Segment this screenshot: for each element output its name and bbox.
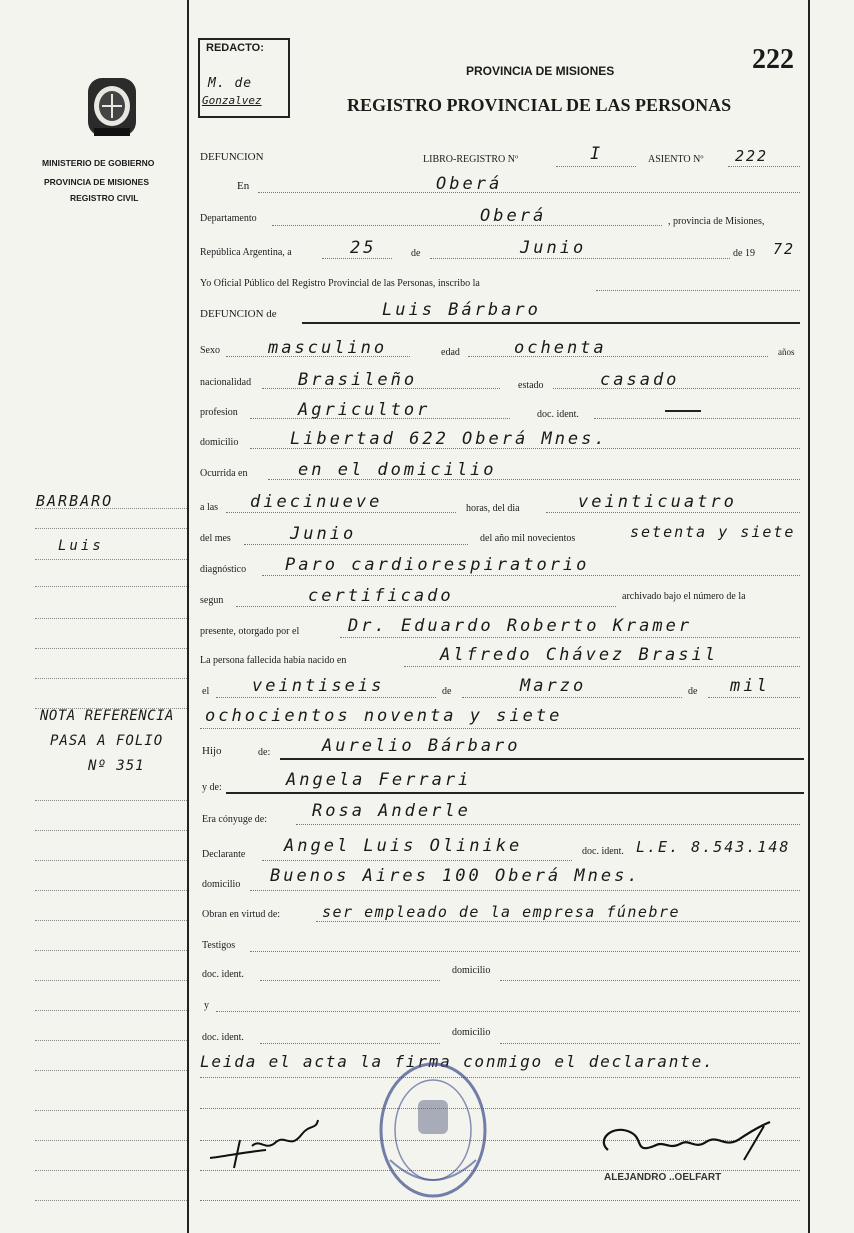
nac-dia-value: veintiseis (252, 676, 385, 696)
padre-value: Aurelio Bárbaro (322, 736, 521, 756)
defuncion-label: DEFUNCION (200, 151, 264, 163)
libro-label: LIBRO-REGISTRO Nº (423, 154, 519, 165)
profesion-label: profesion (200, 407, 238, 418)
asiento-label: ASIENTO Nº (648, 154, 704, 165)
redacto-label: REDACTO: (206, 42, 264, 54)
obran-value: ser empleado de la empresa fúnebre (322, 903, 681, 921)
domicilio-value: Libertad 622 Oberá Mnes. (290, 429, 608, 449)
provincia-label: , provincia de Misiones, (668, 216, 765, 227)
anio-label: de 19 (733, 248, 755, 259)
redacto-value-2: Gonzalvez (202, 94, 262, 107)
margin-nota-3: Nº 351 (88, 758, 145, 774)
hora-value: diecinueve (250, 492, 383, 512)
ministry-line-1: MINISTERIO DE GOBIERNO (42, 158, 155, 168)
testigos-label: Testigos (202, 940, 236, 951)
nac-de-label: de (442, 686, 452, 697)
libro-value: I (590, 144, 604, 164)
official-signature (594, 1120, 784, 1170)
declarante-label: Declarante (202, 849, 246, 860)
nac-mes-value: Marzo (520, 676, 587, 696)
official-seal-stamp (378, 1060, 488, 1200)
ocurrida-label: Ocurrida en (200, 468, 248, 479)
madre-value: Angela Ferrari (286, 770, 472, 790)
nac-de2-label: de (688, 686, 698, 697)
doc-ident-label: doc. ident. (537, 409, 579, 420)
y-de-label: y de: (202, 782, 222, 793)
en-label: En (237, 180, 250, 192)
estado-value: casado (600, 370, 680, 390)
ministry-line-2: PROVINCIA DE MISIONES (44, 177, 150, 187)
mes-value: Junio (520, 238, 587, 258)
nac-anio-value: ochocientos noventa y siete (205, 706, 563, 726)
obran-label: Obran en virtud de: (202, 909, 281, 920)
leida-text: Leida el acta la firma conmigo el declarante. (200, 1052, 715, 1071)
horas-dia-label: horas, del dia (466, 503, 520, 514)
anio-value: 72 (773, 240, 796, 258)
en-value: Oberá (436, 174, 503, 194)
margin-nota-2: PASA A FOLIO (50, 733, 164, 749)
margin-nota-1: NOTA REFERENCIA (40, 708, 174, 724)
segun-value: certificado (308, 586, 454, 606)
departamento-label: Departamento (200, 213, 257, 224)
el-label: el (202, 686, 210, 697)
right-border (808, 0, 810, 1233)
nacido-value: Alfredo Chávez Brasil (440, 645, 718, 665)
nacido-label: La persona fallecida había nacido en (200, 655, 347, 666)
archivado-label: archivado bajo el número de la (622, 591, 746, 602)
edad-label: edad (441, 347, 460, 358)
page-number: 222 (752, 44, 794, 75)
del-mes-value: Junio (290, 524, 357, 544)
conyuge-value: Rosa Anderle (312, 801, 471, 821)
declarante-dom-label: domicilio (202, 879, 241, 890)
official-name-stamp: ALEJANDRO ..OELFART (604, 1172, 722, 1183)
anio-mil-value: setenta y siete (630, 523, 796, 541)
redacto-box (198, 38, 290, 118)
anios-label: años (778, 347, 795, 357)
departamento-value: Oberá (480, 206, 547, 226)
fallecido-nombre: Luis Bárbaro (382, 300, 541, 320)
anio-mil-label: del año mil novecientos (480, 533, 576, 544)
ocurrida-value: en el domicilio (298, 460, 497, 480)
registro-title: REGISTRO PROVINCIAL DE LAS PERSONAS (347, 95, 732, 115)
oficial-text: Yo Oficial Público del Registro Provincial de las Personas, inscribo la (200, 278, 480, 289)
ministry-line-3: REGISTRO CIVIL (70, 193, 139, 203)
edad-value: ochenta (514, 338, 607, 358)
sexo-label: Sexo (200, 345, 220, 356)
dia-value: 25 (350, 238, 377, 258)
nac-mil-value: mil (730, 676, 770, 696)
domicilio-label: domicilio (200, 437, 239, 448)
hijo-de-label: de: (258, 747, 271, 758)
segun-label: segun (200, 595, 224, 606)
y-label: y (204, 1000, 209, 1011)
a-las-label: a las (200, 502, 219, 513)
estado-label: estado (518, 380, 544, 391)
margin-apellido: BARBARO (36, 492, 114, 510)
diagnostico-value: Paro cardiorespiratorio (285, 555, 590, 575)
hijo-label: Hijo (202, 745, 222, 757)
testigo-doc-label: doc. ident. (202, 969, 244, 980)
testigo2-doc-label: doc. ident. (202, 1032, 244, 1043)
dia-texto-value: veinticuatro (578, 492, 737, 512)
de-label: de (411, 248, 421, 259)
left-margin-border (187, 0, 189, 1233)
redacto-value-1: M. de (208, 76, 253, 91)
declarante-dom-value: Buenos Aires 100 Oberá Mnes. (270, 866, 641, 886)
declarante-doc-value: L.E. 8.543.148 (636, 838, 791, 856)
defuncion-de-label: DEFUNCION de (200, 308, 277, 320)
declarant-signature (206, 1116, 326, 1172)
margin-nombre: Luis (58, 538, 104, 554)
asiento-value: 222 (735, 147, 769, 165)
testigo-dom-label: domicilio (452, 965, 491, 976)
testigo2-dom-label: domicilio (452, 1027, 491, 1038)
nacionalidad-value: Brasileño (298, 370, 418, 390)
del-mes-label: del mes (200, 533, 231, 544)
declarante-doc-label: doc. ident. (582, 846, 624, 857)
profesion-value: Agricultor (298, 400, 431, 420)
declarante-value: Angel Luis Olinike (284, 836, 523, 856)
presente-value: Dr. Eduardo Roberto Kramer (348, 616, 693, 636)
conyuge-label: Era cónyuge de: (202, 814, 267, 825)
sexo-value: masculino (268, 338, 388, 358)
diagnostico-label: diagnóstico (200, 564, 247, 575)
presente-label: presente, otorgado por el (200, 626, 300, 637)
provincia-heading: PROVINCIA DE MISIONES (466, 64, 615, 78)
coat-of-arms-emblem (80, 72, 144, 144)
republica-label: República Argentina, a (200, 247, 292, 258)
nacionalidad-label: nacionalidad (200, 377, 252, 388)
